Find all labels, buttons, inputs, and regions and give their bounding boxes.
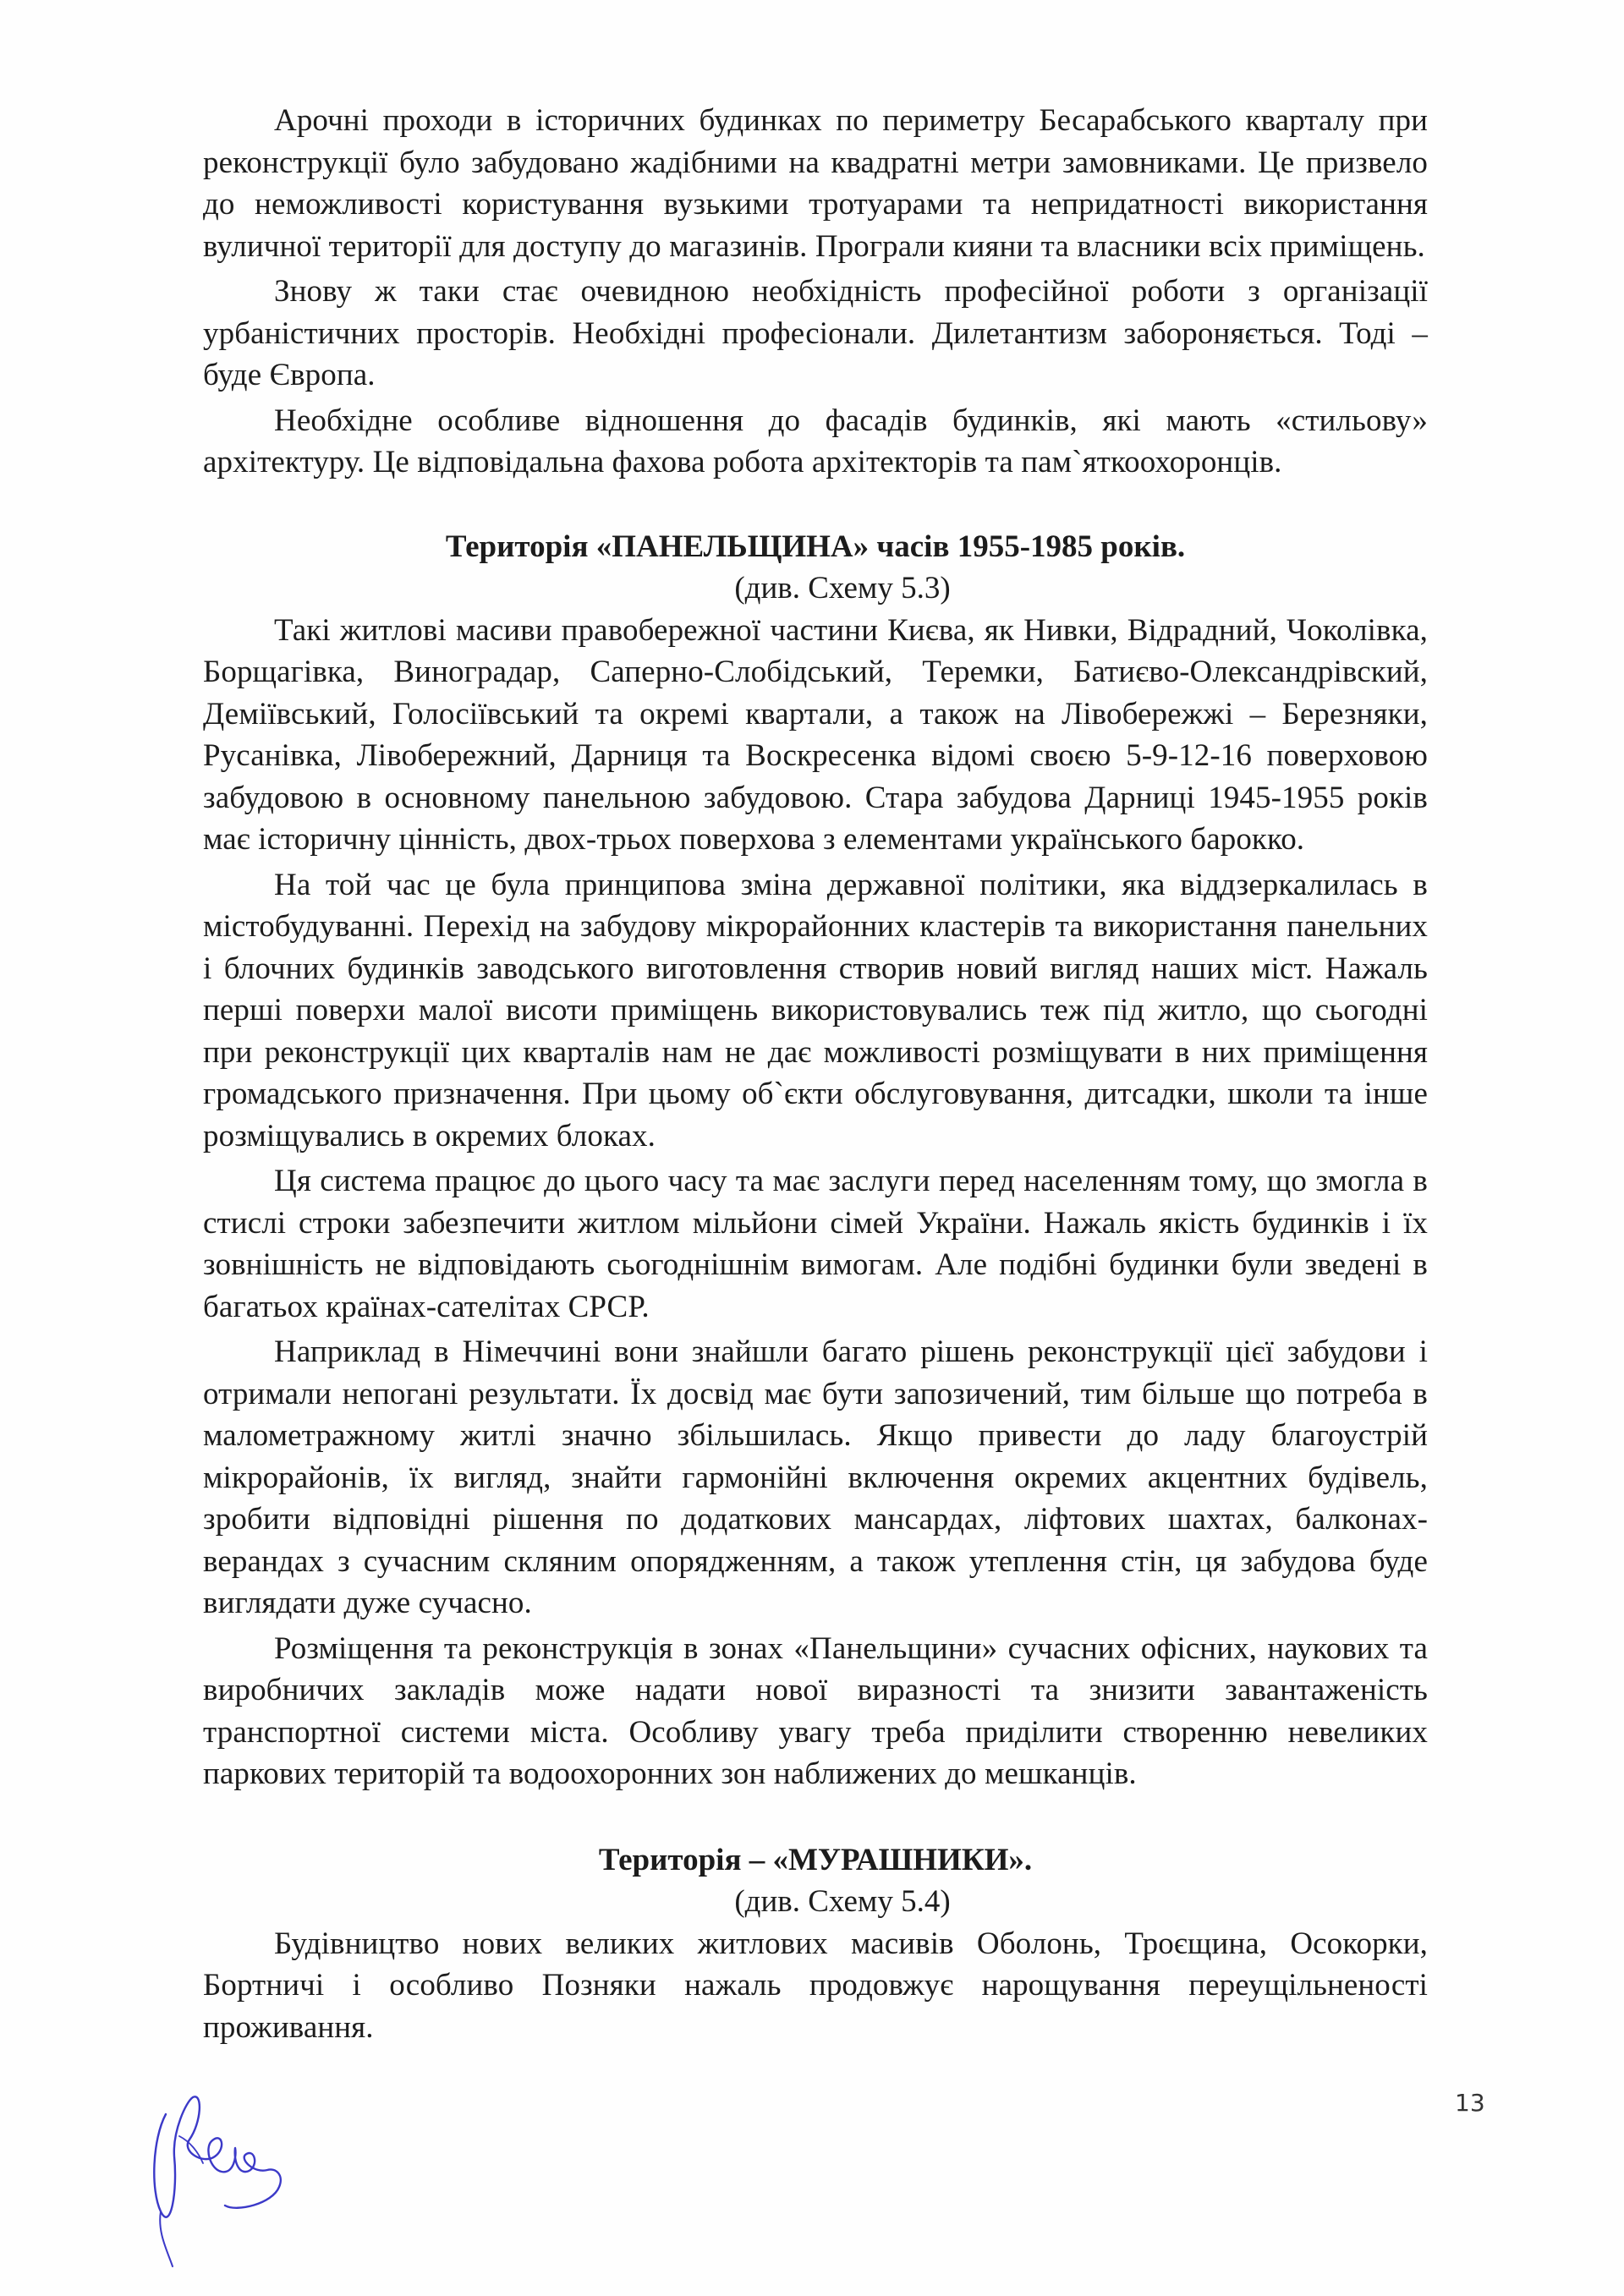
page-number: 13 xyxy=(1455,2089,1485,2117)
section-heading-murashnyky: Територія – «МУРАШНИКИ». xyxy=(598,1842,1033,1877)
handwritten-signature xyxy=(127,2063,330,2275)
section1-paragraph-2: На той час це була принципова зміна державної політики, яка віддзеркалилась в містобудуванні. Перехід на забудову мікрорайонних кластерів та використання панельних і блочних будинків заводського виготовлення створив новий вигляд наших міст. Нажаль перші поверхи малої висоти приміщень використовувались теж під житло, що сьогодні при реконструкції цих кварталів нам не дає можливості розміщувати в них приміщення громадського призначення. При цьому об`єкти обслуговування, дитсадки, школи та інше розміщувались в окремих блоках. xyxy=(203,867,1428,1153)
section1-paragraph-1: Такі житлові масиви правобережної частини Києва, як Нивки, Відрадний, Чоколівка, Борщагівка, Виноградар, Саперно-Слобідський, Теремки, Батиєво-Олександрівский, Деміївський, Голосіївський та окремі квартали, а також на Лівобережжі – Березняки, Русанівка, Лівобережний, Дарниця та Воскресенка відомі своєю 5-9-12-16 поверховою забудовою в основному панельною забудовою. Стара забудова Дарниці 1945-1955 років має історичну цінність, двох-трьох поверхова з елементами українського барокко. xyxy=(203,612,1428,857)
intro-paragraph-1: Арочні проходи в історичних будинках по периметру Бесарабського кварталу при реконструкції було забудовано жадібними на квадратні метри замовниками. Це призвело до неможливості користування вузькими тротуарами та непридатності використання вуличної території для доступу до магазинів. Програли кияни та власники всіх приміщень. xyxy=(203,103,1428,264)
section-subheading-scheme-5-3: (див. Схему 5.3) xyxy=(734,571,951,606)
section-subheading-scheme-5-4: (див. Схему 5.4) xyxy=(734,1884,951,1919)
section1-paragraph-4: Наприклад в Німеччині вони знайшли багато рішень реконструкції цієї забудови і отримали непогані результати. Їх досвід має бути запозичений, тим більше що потреба в малометражному житлі значно збільшилась. Якщо привести до ладу благоустрій мікрорайонів, їх вигляд, знайти гармонійні включення окремих акцентних будівель, зробити відповідні рішення по додаткових мансардах, ліфтових шахтах, балконах-верандах з сучасним скляним опорядженням, а також утеплення стін, ця забудова буде виглядати дуже сучасно. xyxy=(203,1334,1428,1620)
page-content xyxy=(203,100,1428,2052)
section1-paragraph-5: Розміщення та реконструкція в зонах «Панельщини» сучасних офісних, наукових та виробничих закладів може надати нової виразності та знизити завантаженість транспортної системи міста. Особливу увагу треба приділити створенню невеликих паркових територій та водоохоронних зон наближених до мешканців. xyxy=(203,1630,1428,1791)
intro-paragraph-2: Знову ж таки стає очевидною необхідність професійної роботи з організації урбаністичних просторів. Необхідні професіонали. Дилетантизм забороняється. Тоді – буде Європа. xyxy=(203,274,1428,392)
section2-paragraph-1: Будівництво нових великих житлових масивів Оболонь, Троєщина, Осокорки, Бортничі і особливо Позняки нажаль продовжує нарощування переущільненості проживання. xyxy=(203,1926,1428,2045)
section1-paragraph-3: Ця система працює до цього часу та має заслуги перед населенням тому, що змогла в стислі строки забезпечити житлом мільйони сімей України. Нажаль якість будинків і їх зовнішність не відповідають сьогоднішнім вимогам. Але подібні будинки були зведені в багатьох країнах-сателітах СРСР. xyxy=(203,1164,1428,1324)
section-heading-panelshchyna: Територія «ПАНЕЛЬЩИНА» часів 1955-1985 років. xyxy=(445,529,1186,564)
intro-paragraph-3: Необхідне особливе відношення до фасадів будинків, які мають «стильову» архітектуру. Це відповідальна фахова робота архітекторів та пам`яткоохоронців. xyxy=(203,403,1428,479)
